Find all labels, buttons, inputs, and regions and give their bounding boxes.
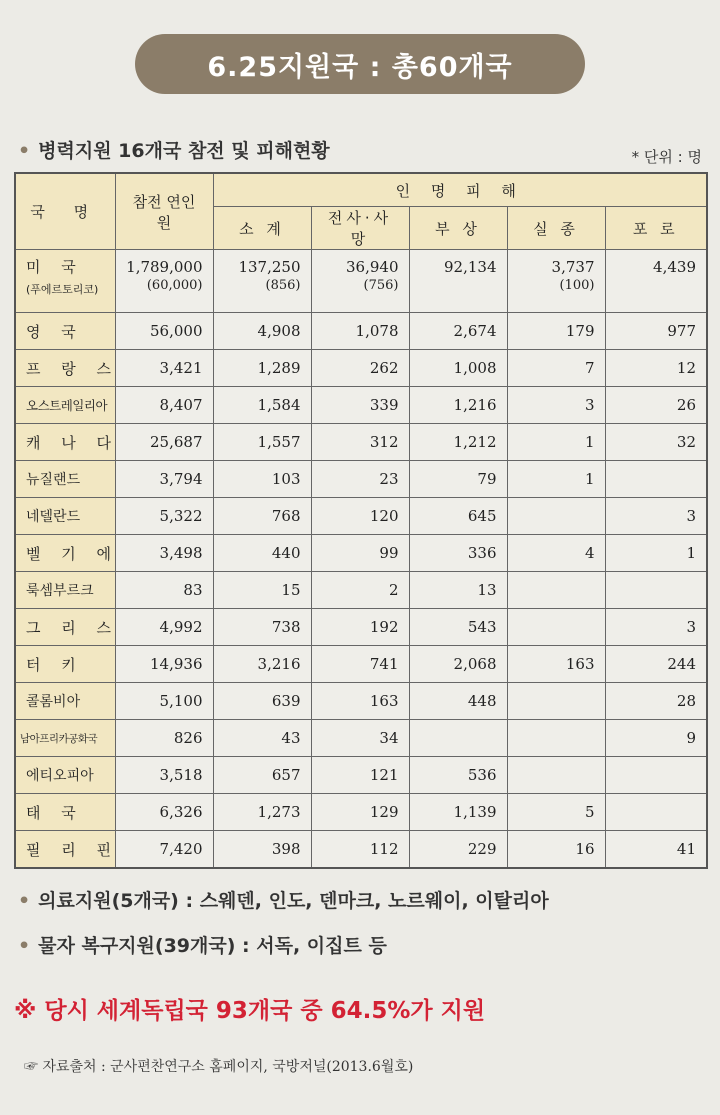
enlisted-cell: 8,407 — [115, 387, 213, 424]
missing-sub-value: (100) — [559, 278, 595, 293]
wounded-cell: 543 — [409, 609, 507, 646]
killed-cell: 163 — [311, 683, 409, 720]
table-row — [15, 831, 707, 869]
source-citation: ☞ 자료출처 : 군사편찬연구소 홈페이지, 국방저널(2013.6월호) — [24, 1059, 414, 1075]
wounded-cell: 79 — [409, 461, 507, 498]
total-cell — [213, 250, 311, 313]
header-country: 국 명 — [15, 173, 115, 250]
total-cell: 657 — [213, 757, 311, 794]
country-cell: 룩셈부르크 — [15, 572, 115, 609]
missing-cell: 1 — [507, 461, 605, 498]
total-value: 137,250 — [238, 258, 301, 276]
wounded-cell: 92,134 — [409, 250, 507, 313]
pow-cell — [605, 794, 707, 831]
missing-cell: 16 — [507, 831, 605, 869]
header-enlisted: 참전 연인원 — [115, 173, 213, 250]
table-row — [15, 535, 707, 572]
killed-cell: 120 — [311, 498, 409, 535]
pow-cell — [605, 757, 707, 794]
country-cell: 네델란드 — [15, 498, 115, 535]
wounded-cell: 1,212 — [409, 424, 507, 461]
header-pow: 포 로 — [605, 207, 707, 250]
country-cell — [15, 250, 115, 313]
table-row — [15, 646, 707, 683]
section-heading-text: 병력지원 16개국 참전 및 피해현황 — [38, 140, 330, 162]
enlisted-cell: 25,687 — [115, 424, 213, 461]
country-cell: 터 키 — [15, 646, 115, 683]
section-heading — [18, 136, 330, 163]
table-row — [15, 683, 707, 720]
enlisted-cell: 3,421 — [115, 350, 213, 387]
total-cell: 398 — [213, 831, 311, 869]
total-cell: 1,557 — [213, 424, 311, 461]
enlisted-cell: 3,794 — [115, 461, 213, 498]
table-row — [15, 720, 707, 757]
enlisted-cell: 5,322 — [115, 498, 213, 535]
killed-cell: 192 — [311, 609, 409, 646]
medical-support-text: 의료지원(5개국) : 스웨덴, 인도, 덴마크, 노르웨이, 이탈리아 — [38, 890, 549, 912]
wounded-cell — [409, 720, 507, 757]
header-wounded: 부 상 — [409, 207, 507, 250]
missing-cell: 5 — [507, 794, 605, 831]
table-row — [15, 424, 707, 461]
killed-sub-value: (756) — [363, 278, 399, 293]
enlisted-cell: 7,420 — [115, 831, 213, 869]
pow-cell — [605, 572, 707, 609]
missing-cell — [507, 720, 605, 757]
missing-cell: 179 — [507, 313, 605, 350]
enlisted-value: 1,789,000 — [126, 258, 203, 276]
missing-cell — [507, 757, 605, 794]
country-cell: 그 리 스 — [15, 609, 115, 646]
header-total: 소 계 — [213, 207, 311, 250]
bullet-icon: • — [18, 140, 31, 162]
total-cell: 4,908 — [213, 313, 311, 350]
total-cell: 1,273 — [213, 794, 311, 831]
missing-value: 3,737 — [551, 258, 595, 276]
missing-cell — [507, 250, 605, 313]
country-cell: 필 리 핀 — [15, 831, 115, 869]
killed-cell: 262 — [311, 350, 409, 387]
total-cell: 440 — [213, 535, 311, 572]
table-row — [15, 498, 707, 535]
casualty-table — [14, 172, 708, 869]
country-cell: 캐 나 다 — [15, 424, 115, 461]
killed-cell: 2 — [311, 572, 409, 609]
wounded-cell: 1,008 — [409, 350, 507, 387]
table-row — [15, 387, 707, 424]
total-cell: 15 — [213, 572, 311, 609]
country-cell: 에티오피아 — [15, 757, 115, 794]
enlisted-cell: 826 — [115, 720, 213, 757]
wounded-cell: 2,068 — [409, 646, 507, 683]
wounded-cell: 229 — [409, 831, 507, 869]
wounded-cell: 336 — [409, 535, 507, 572]
pow-cell: 26 — [605, 387, 707, 424]
total-cell: 43 — [213, 720, 311, 757]
table-row — [15, 350, 707, 387]
header-casualties: 인 명 피 해 — [213, 173, 707, 207]
enlisted-cell: 5,100 — [115, 683, 213, 720]
missing-cell — [507, 609, 605, 646]
country-cell: 뉴질랜드 — [15, 461, 115, 498]
enlisted-cell: 3,518 — [115, 757, 213, 794]
pow-cell: 1 — [605, 535, 707, 572]
missing-cell: 1 — [507, 424, 605, 461]
bullet-icon: • — [18, 935, 31, 957]
pow-cell: 244 — [605, 646, 707, 683]
country-cell: 태 국 — [15, 794, 115, 831]
wounded-cell: 448 — [409, 683, 507, 720]
page-title: 6.25지원국 : 총60개국 — [135, 34, 585, 94]
header-killed: 전사·사망 — [311, 207, 409, 250]
pow-cell: 4,439 — [605, 250, 707, 313]
wounded-cell: 1,216 — [409, 387, 507, 424]
missing-cell — [507, 572, 605, 609]
total-cell: 3,216 — [213, 646, 311, 683]
killed-cell: 121 — [311, 757, 409, 794]
table-row — [15, 572, 707, 609]
enlisted-cell: 4,992 — [115, 609, 213, 646]
total-cell: 1,584 — [213, 387, 311, 424]
killed-cell: 129 — [311, 794, 409, 831]
pow-cell: 32 — [605, 424, 707, 461]
country-cell: 오스트레일리아 — [15, 387, 115, 424]
table-row — [15, 757, 707, 794]
enlisted-cell: 6,326 — [115, 794, 213, 831]
missing-cell: 7 — [507, 350, 605, 387]
killed-cell: 339 — [311, 387, 409, 424]
total-cell: 1,289 — [213, 350, 311, 387]
pow-cell: 9 — [605, 720, 707, 757]
header-missing: 실 종 — [507, 207, 605, 250]
total-cell: 639 — [213, 683, 311, 720]
country-cell: 프 랑 스 — [15, 350, 115, 387]
missing-cell: 3 — [507, 387, 605, 424]
material-support-text: 물자 복구지원(39개국) : 서독, 이집트 등 — [38, 935, 387, 957]
enlisted-cell: 83 — [115, 572, 213, 609]
country-cell: 벨 기 에 — [15, 535, 115, 572]
wounded-cell: 536 — [409, 757, 507, 794]
table-row — [15, 461, 707, 498]
killed-cell: 112 — [311, 831, 409, 869]
pow-cell: 3 — [605, 498, 707, 535]
country-cell: 영 국 — [15, 313, 115, 350]
enlisted-cell: 56,000 — [115, 313, 213, 350]
killed-cell: 23 — [311, 461, 409, 498]
table-row — [15, 313, 707, 350]
wounded-cell: 13 — [409, 572, 507, 609]
killed-cell: 312 — [311, 424, 409, 461]
killed-value: 36,940 — [346, 258, 399, 276]
missing-cell: 4 — [507, 535, 605, 572]
pow-cell: 41 — [605, 831, 707, 869]
total-cell: 103 — [213, 461, 311, 498]
table-row — [15, 250, 707, 313]
missing-cell — [507, 498, 605, 535]
pow-cell: 977 — [605, 313, 707, 350]
country-cell: 콜롬비아 — [15, 683, 115, 720]
pow-cell: 3 — [605, 609, 707, 646]
highlight-note: ※ 당시 세계독립국 93개국 중 64.5%가 지원 — [14, 998, 486, 1024]
table-row — [15, 794, 707, 831]
missing-cell: 163 — [507, 646, 605, 683]
material-support-line — [18, 931, 387, 958]
country-sub: (푸에르토리코) — [26, 283, 99, 296]
unit-note: * 단위 : 명 — [631, 148, 702, 166]
country-cell: 남아프리카공화국 — [15, 720, 115, 757]
killed-cell: 1,078 — [311, 313, 409, 350]
wounded-cell: 1,139 — [409, 794, 507, 831]
pow-cell — [605, 461, 707, 498]
killed-cell — [311, 250, 409, 313]
killed-cell: 741 — [311, 646, 409, 683]
enlisted-cell — [115, 250, 213, 313]
pow-cell: 12 — [605, 350, 707, 387]
enlisted-cell: 3,498 — [115, 535, 213, 572]
wounded-cell: 2,674 — [409, 313, 507, 350]
killed-cell: 34 — [311, 720, 409, 757]
enlisted-cell: 14,936 — [115, 646, 213, 683]
medical-support-line — [18, 886, 549, 913]
total-cell: 768 — [213, 498, 311, 535]
pow-cell: 28 — [605, 683, 707, 720]
bullet-icon: • — [18, 890, 31, 912]
total-cell: 738 — [213, 609, 311, 646]
missing-cell — [507, 683, 605, 720]
killed-cell: 99 — [311, 535, 409, 572]
total-sub-value: (856) — [265, 278, 301, 293]
table-row — [15, 609, 707, 646]
wounded-cell: 645 — [409, 498, 507, 535]
enlisted-sub-value: (60,000) — [146, 278, 203, 293]
country-name: 미 국 — [26, 258, 84, 276]
